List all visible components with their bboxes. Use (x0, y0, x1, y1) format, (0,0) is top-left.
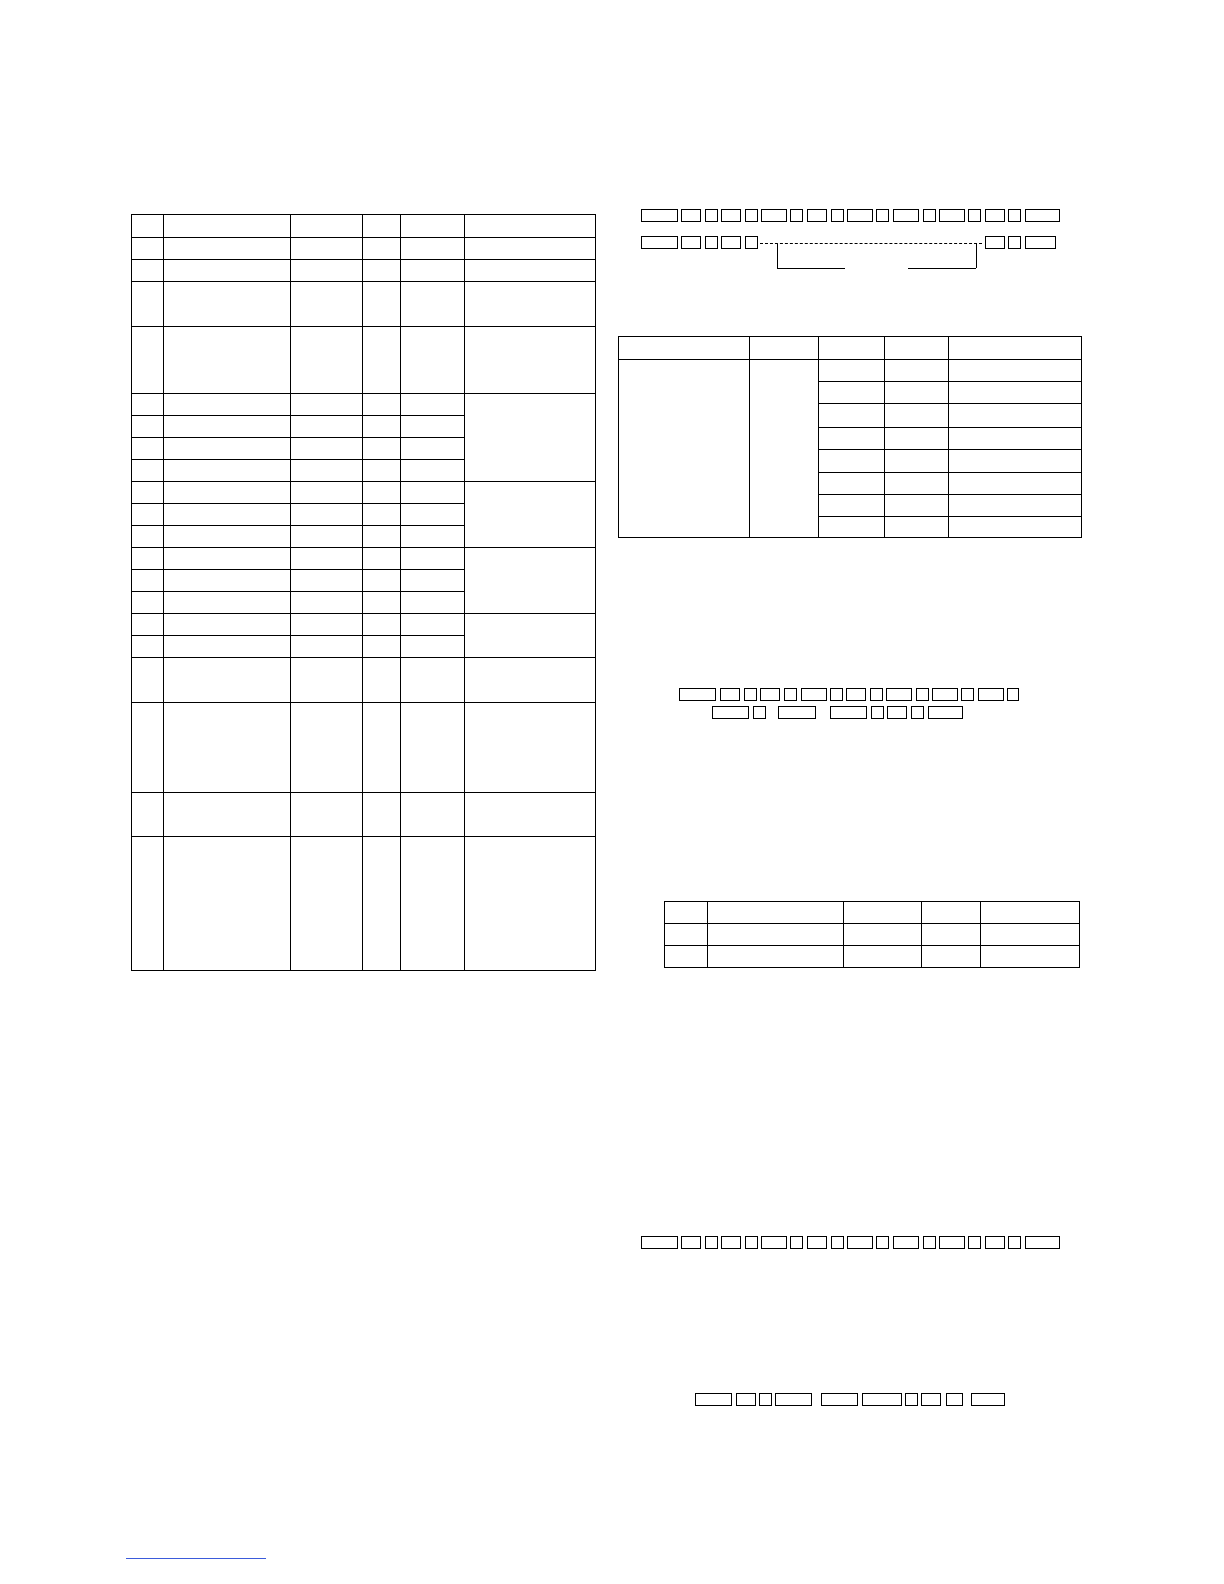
dashed-connector (760, 243, 982, 244)
digit-box[interactable] (761, 209, 787, 222)
digit-box[interactable] (821, 1393, 858, 1406)
digit-box[interactable] (736, 1393, 756, 1406)
digit-box[interactable] (830, 688, 843, 701)
digit-box[interactable] (971, 1393, 1005, 1406)
digit-box[interactable] (759, 1393, 772, 1406)
digit-box[interactable] (923, 1236, 936, 1249)
digit-box[interactable] (968, 209, 981, 222)
digit-box[interactable] (753, 706, 766, 719)
digit-box[interactable] (801, 688, 827, 701)
digit-box[interactable] (721, 1236, 741, 1249)
table-row (132, 327, 596, 394)
table-row (132, 282, 596, 327)
digit-box[interactable] (985, 236, 1005, 249)
digit-box[interactable] (921, 1393, 941, 1406)
code-table (618, 336, 1082, 538)
table-row (619, 360, 1082, 382)
digit-box[interactable] (871, 706, 884, 719)
bracket-right (976, 244, 977, 268)
digit-box[interactable] (641, 1236, 678, 1249)
footer-link-underline[interactable] (126, 1558, 266, 1559)
digit-box[interactable] (1008, 1236, 1021, 1249)
digit-box[interactable] (745, 236, 758, 249)
table-row (132, 215, 596, 238)
digit-box[interactable] (790, 1236, 803, 1249)
digit-box[interactable] (932, 688, 958, 701)
digit-box[interactable] (978, 688, 1004, 701)
table-row (132, 793, 596, 837)
table-row (132, 658, 596, 703)
digit-box[interactable] (870, 688, 883, 701)
digit-box[interactable] (807, 209, 827, 222)
digit-box[interactable] (705, 1236, 718, 1249)
table-row (132, 482, 596, 504)
digit-box[interactable] (1008, 236, 1021, 249)
digit-box[interactable] (831, 209, 844, 222)
digit-box[interactable] (681, 236, 701, 249)
digit-box[interactable] (745, 209, 758, 222)
digit-box[interactable] (720, 688, 740, 701)
digit-box[interactable] (831, 1236, 844, 1249)
digit-box[interactable] (641, 236, 678, 249)
digit-box[interactable] (784, 688, 797, 701)
digit-box[interactable] (761, 1236, 787, 1249)
digit-box[interactable] (775, 1393, 812, 1406)
digit-box[interactable] (721, 236, 741, 249)
digit-box[interactable] (681, 1236, 701, 1249)
digit-box[interactable] (961, 688, 974, 701)
digit-box[interactable] (893, 1236, 919, 1249)
table-row (132, 703, 596, 793)
digit-box[interactable] (887, 706, 907, 719)
digit-box[interactable] (916, 688, 929, 701)
digit-box[interactable] (1008, 209, 1021, 222)
digit-box[interactable] (847, 1236, 873, 1249)
digit-box[interactable] (846, 688, 866, 701)
table-row (665, 902, 1080, 924)
digit-box[interactable] (1025, 209, 1060, 222)
digit-box[interactable] (681, 209, 701, 222)
digit-box[interactable] (744, 688, 757, 701)
table-row (619, 337, 1082, 360)
digit-box[interactable] (778, 706, 816, 719)
digit-box[interactable] (1025, 1236, 1060, 1249)
digit-box[interactable] (679, 688, 716, 701)
digit-box[interactable] (968, 1236, 981, 1249)
digit-box[interactable] (893, 209, 919, 222)
table-row (665, 946, 1080, 968)
digit-box[interactable] (985, 1236, 1005, 1249)
digit-box[interactable] (745, 1236, 758, 1249)
table-row (132, 238, 596, 260)
digit-box[interactable] (830, 706, 867, 719)
digit-box[interactable] (876, 1236, 889, 1249)
digit-box[interactable] (712, 706, 749, 719)
main-table (131, 214, 596, 971)
digit-box[interactable] (807, 1236, 827, 1249)
digit-box[interactable] (939, 1236, 965, 1249)
digit-box[interactable] (1025, 236, 1056, 249)
digit-box[interactable] (721, 209, 741, 222)
digit-box[interactable] (886, 688, 912, 701)
digit-box[interactable] (705, 209, 718, 222)
table-row (132, 394, 596, 416)
bracket-bottom-right (908, 268, 976, 269)
table-row (132, 548, 596, 570)
digit-box[interactable] (946, 1393, 963, 1406)
table-row (132, 260, 596, 282)
table-row (665, 924, 1080, 946)
table-row (132, 837, 596, 971)
bracket-bottom-left (777, 268, 845, 269)
digit-box[interactable] (876, 209, 889, 222)
digit-box[interactable] (695, 1393, 732, 1406)
bracket-left (777, 244, 778, 268)
digit-box[interactable] (905, 1393, 918, 1406)
digit-box[interactable] (985, 209, 1005, 222)
table-row (132, 614, 596, 636)
digit-box[interactable] (641, 209, 678, 222)
digit-box[interactable] (923, 209, 936, 222)
small-table (664, 901, 1080, 968)
digit-box[interactable] (847, 209, 873, 222)
digit-box[interactable] (1007, 688, 1019, 701)
digit-box[interactable] (928, 706, 963, 719)
digit-box[interactable] (862, 1393, 902, 1406)
digit-box[interactable] (760, 688, 780, 701)
digit-box[interactable] (790, 209, 803, 222)
digit-box[interactable] (911, 706, 924, 719)
digit-box[interactable] (939, 209, 965, 222)
digit-box[interactable] (705, 236, 718, 249)
